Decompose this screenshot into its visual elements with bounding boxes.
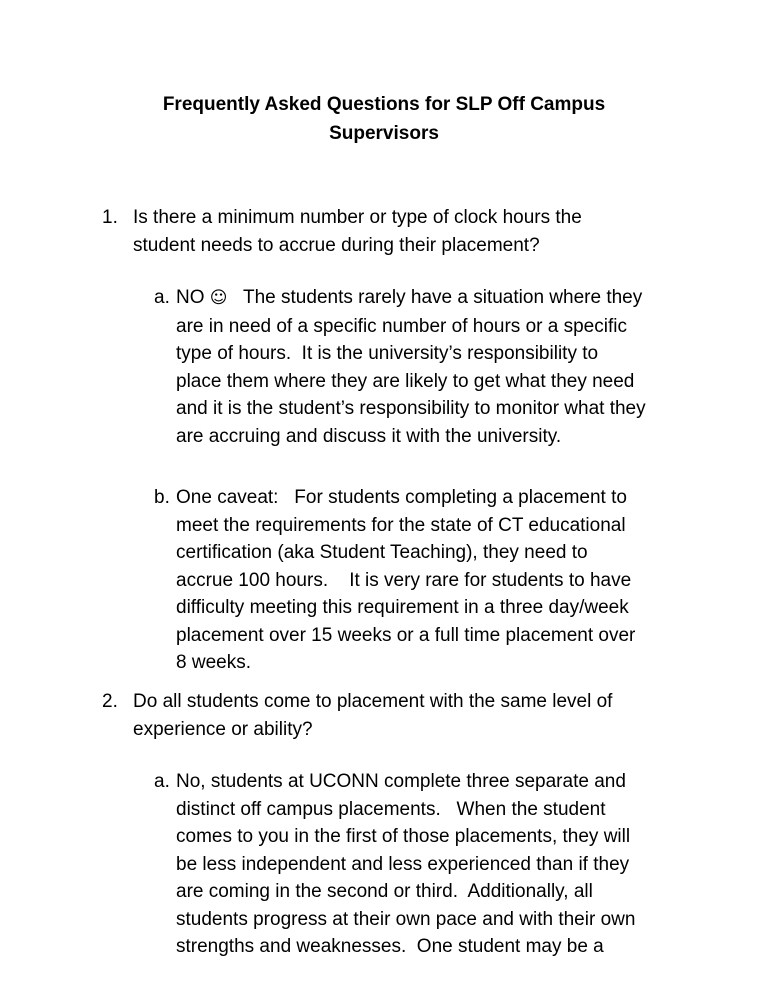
answer-text-line: strengths and weaknesses. One student may be a (176, 936, 604, 957)
answer-text-line: No, students at UCONN complete three separate and (176, 771, 626, 792)
answer-2a (154, 768, 694, 961)
answer-text-line: are in need of a specific number of hours or a specific (176, 315, 627, 337)
answer-text-line: One caveat: For students completing a placement to (176, 487, 627, 508)
question-number: 2. (102, 691, 118, 712)
smiley-face-icon: ☺ (209, 288, 228, 308)
question-2 (102, 688, 662, 743)
question-text-line: experience or ability? (133, 718, 313, 740)
answer-text-line: type of hours. It is the university’s responsibility to (176, 343, 599, 364)
answer-text-line: and it is the student’s responsibility to monitor what they (176, 398, 646, 419)
question-text-line: student needs to accrue during their placement? (133, 234, 540, 256)
answer-text-line: students progress at their own pace and with their own (176, 908, 636, 930)
answer-1a (154, 284, 694, 450)
answer-text-line: place them where they are likely to get what they need (176, 370, 635, 392)
document-title (0, 90, 768, 148)
answer-text-line: are accruing and discuss it with the university. (176, 425, 562, 447)
answer-marker: b. (154, 487, 170, 508)
answer-text-line: meet the requirements for the state of CT educational (176, 514, 626, 536)
answer-text: The students rarely have a situation where they (227, 287, 643, 308)
answer-marker: a. (154, 287, 170, 308)
answer-text-line: be less independent and less experienced than if they (176, 853, 630, 875)
title-line-2: Supervisors (329, 123, 439, 144)
answer-text-line: comes to you in the first of those placements, they will (176, 826, 631, 847)
question-number: 1. (102, 207, 118, 228)
answer-text-line: difficulty meeting this requirement in a three day/week (176, 597, 629, 618)
question-text-line: Is there a minimum number or type of clock hours the (133, 207, 582, 228)
answer-text-line: certification (aka Student Teaching), they need to (176, 542, 588, 563)
answer-text-line: accrue 100 hours. It is very rare for students to have (176, 569, 632, 591)
answer-text-line: 8 weeks. (176, 652, 251, 673)
answer-text-line: are coming in the second or third. Additionally, all (176, 881, 593, 902)
answer-text-line: distinct off campus placements. When the student (176, 798, 606, 820)
answer-prefix: NO (176, 287, 210, 308)
question-1 (102, 204, 662, 259)
title-line-1: Frequently Asked Questions for SLP Off Campus (162, 94, 606, 115)
answer-text-line (154, 284, 694, 313)
answer-marker: a. (154, 771, 170, 792)
answer-1b (154, 484, 694, 677)
answer-text-line: placement over 15 weeks or a full time placement over (176, 624, 636, 646)
question-text-line: Do all students come to placement with the same level of (133, 691, 613, 712)
